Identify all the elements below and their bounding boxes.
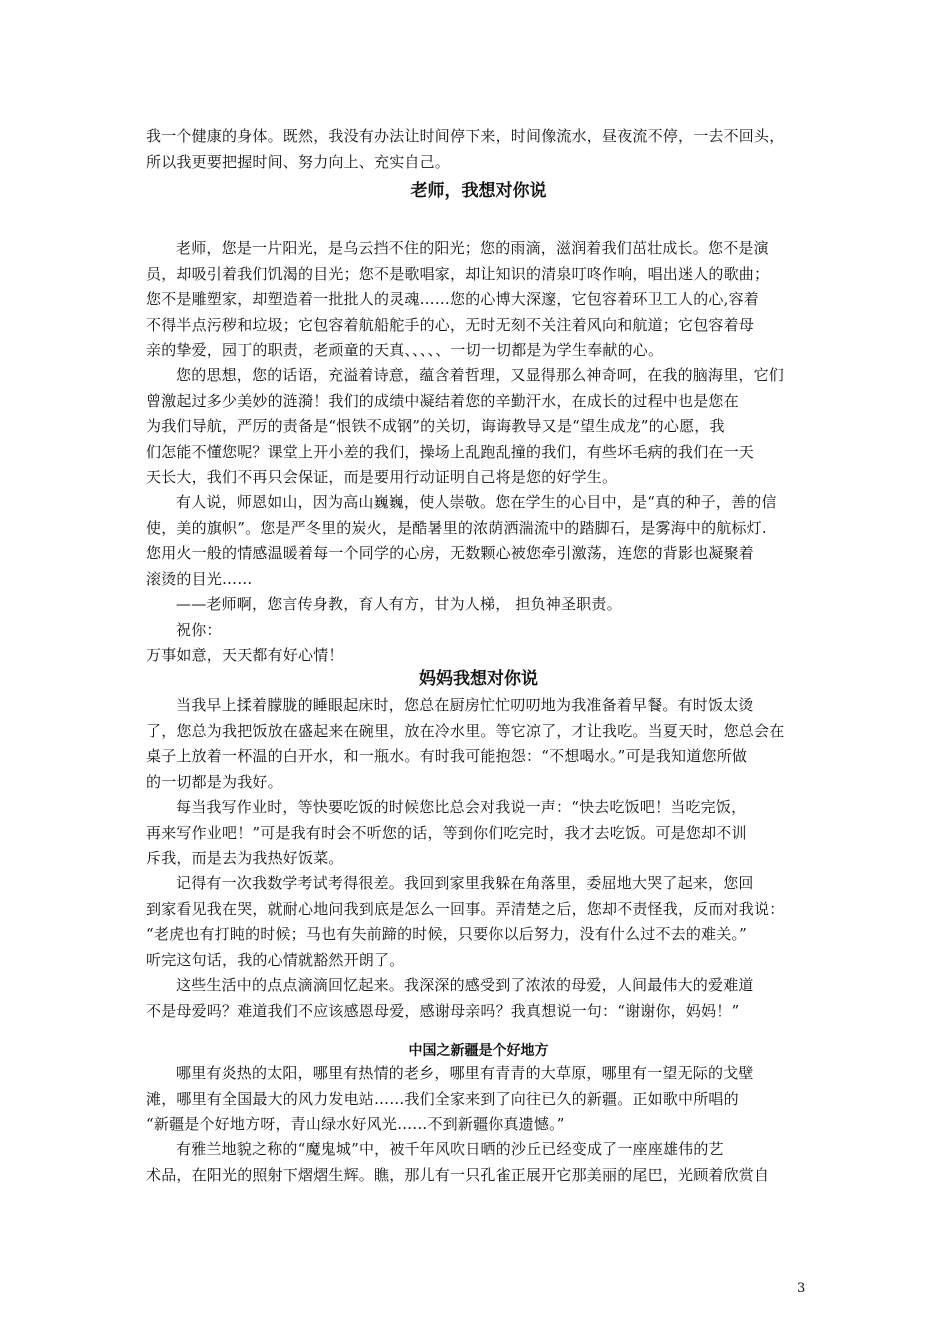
text-line: 为我们导航，严厉的责备是“恨铁不成钢”的关切，诲诲教导又是“望生成龙”的心愿，我 [146,417,725,435]
text-line: 老师，您是一片阳光，是乌云挡不住的阳光；您的雨滴，滋润着我们茁壮成长。您不是演 [176,239,769,257]
text-line: 滩，哪里有全国最大的风力发电站……我们全家来到了向往已久的新疆。正如歌中所唱的 [146,1089,739,1108]
text-line: 斥我，而是去为我热好饭菜。 [146,849,344,867]
xinjiang-paragraph-2 [146,1137,811,1188]
text-line: ——老师啊，您言传身教，育人有方，甘为人梯， 担负神圣职责。 [176,595,622,613]
mother-paragraph-2 [146,795,811,872]
teacher-paragraph-2 [146,363,811,491]
mother-paragraph-3 [146,871,811,973]
text-line: 记得有一次我数学考试考得很差。我回到家里我躲在角落里，委屈地大哭了起来，您回 [176,874,754,892]
text-line: 了，您总为我把饭放在盛起来在碗里，放在冷水里。等它凉了，才让我吃。当夏天时，您总会在 [146,721,785,740]
text-line: “老虎也有打盹的时候；马也有失前蹄的时候，只要你以后努力，没有什么过不去的难关。” [146,925,748,943]
text-line: 当我早上揉着朦胧的睡眼起床时，您总在厨房忙忙叨叨地为我准备着早餐。有时饭太烫 [176,696,754,714]
text-line: 听完这句话，我的心情就豁然开朗了。 [146,950,405,969]
text-line: 不是母爱吗？难道我们不应该感恩母爱，感谢母亲吗？我真想说一句：“谢谢你，妈妈！” [146,1001,740,1020]
text-line: 亲的挚爱，园丁的职责，老顽童的天真、、、、、一切一切都是为学生奉献的心。 [146,341,664,359]
text-line: 每当我写作业时，等快要吃饭的时候您比总会对我说一声：“快去吃饭吧！当吃完饭， [176,798,747,816]
text-line: “新疆是个好地方呀，青山绿水好风光……不到新疆你真遗憾。” [146,1115,565,1133]
text-line: 使，美的旗帜”。您是严冬里的炭火，是酷暑里的浓荫洒湍流中的踏脚石，是雾海中的航标灯. [146,518,767,537]
intro-paragraph [146,124,811,175]
teacher-paragraph-3 [146,490,811,592]
text-line: 我一个健康的身体。既然，我没有办法让时间停下来，时间像流水，昼夜流不停，一去不回头， [146,127,785,145]
text-line: 所以我更要把握时间、努力向上、充实自己。 [146,152,451,171]
teacher-paragraph-1 [146,236,811,364]
text-line: 的一切都是为我好。 [146,772,283,791]
page-number: 3 [797,1281,806,1296]
text-line: 这些生活中的点点滴滴回忆起来。我深深的感受到了浓浓的母爱，人间最伟大的爱难道 [176,976,754,994]
teacher-closing [146,592,811,669]
text-line: 有雅兰地貌之称的“魔鬼城”中，被千年风吹日晒的沙丘已经变成了一座座雄伟的艺 [176,1140,724,1158]
section-title-xinjiang: 中国之新疆是个好地方 [408,1043,549,1059]
text-line: 不得半点污秽和垃圾；它包容着航船舵手的心，无时无刻不关注着风向和航道；它包容着母 [146,315,755,334]
text-line: 到家看见我在哭，就耐心地问我到底是怎么一回事。弄清楚之后，您却不责怪我，反而对我说： [146,899,785,918]
section-title-teacher: 老师，我想对你说 [410,181,547,201]
mother-paragraph-1 [146,693,811,795]
mother-paragraph-4 [146,973,811,1024]
text-line: 有人说，师恩如山，因为高山巍巍，使人崇敬。您在学生的心目中，是“真的种子，善的信 [176,493,777,511]
text-line: 术品，在阳光的照射下熠熠生辉。瞧，那儿有一只孔雀正展开它那美丽的尾巴，光顾着欣赏自 [146,1165,770,1184]
text-line: 员，却吸引着我们饥渴的目光；您不是歌唱家，却让知识的清泉叮咚作响，唱出迷人的歌曲； [146,264,770,283]
text-line: 再来写作业吧！”可是我有时会不听您的话，等到你们吃完时，我才去吃饭。可是您却不训 [146,823,747,842]
text-line: 滚烫的目光…… [146,569,253,588]
xinjiang-paragraph-1 [146,1061,811,1138]
text-line: 天长大，我们不再只会保证，而是要用行动证明自己将是您的好学生。 [146,468,618,486]
text-line: 们怎能不懂您呢？课堂上开小差的我们，操场上乱跑乱撞的我们，有些坏毛病的我们在一天 [146,442,755,461]
text-line: 您的思想，您的话语，充溢着诗意，蕴含着哲理，又显得那么神奇呵，在我的脑海里，它们 [176,366,785,384]
text-line: 您用火一般的情感温暖着每一个同学的心房，无数颗心被您牵引激荡，连您的背影也凝聚着 [146,544,755,562]
text-line: 万事如意，天天都有好心情！ [146,646,344,664]
text-line: 祝你： [176,620,222,639]
text-line: 哪里有炎热的太阳，哪里有热情的老乡，哪里有青青的大草原，哪里有一望无际的戈壁 [176,1064,754,1082]
section-title-mother: 妈妈我想对你说 [419,669,538,689]
text-line: 曾激起过多少美妙的涟漪！我们的成绩中凝结着您的辛勤汗水，在成长的过程中也是您在 [146,391,739,410]
text-line: 您不是雕塑家，却塑造着一批批人的灵魂……您的心博大深邃，它包容着环卫工人的心,容着 [146,290,759,308]
text-line: 桌子上放着一杯温的白开水，和一瓶水。有时我可能抱怨：“不想喝水。”可是我知道您所做 [146,747,748,765]
